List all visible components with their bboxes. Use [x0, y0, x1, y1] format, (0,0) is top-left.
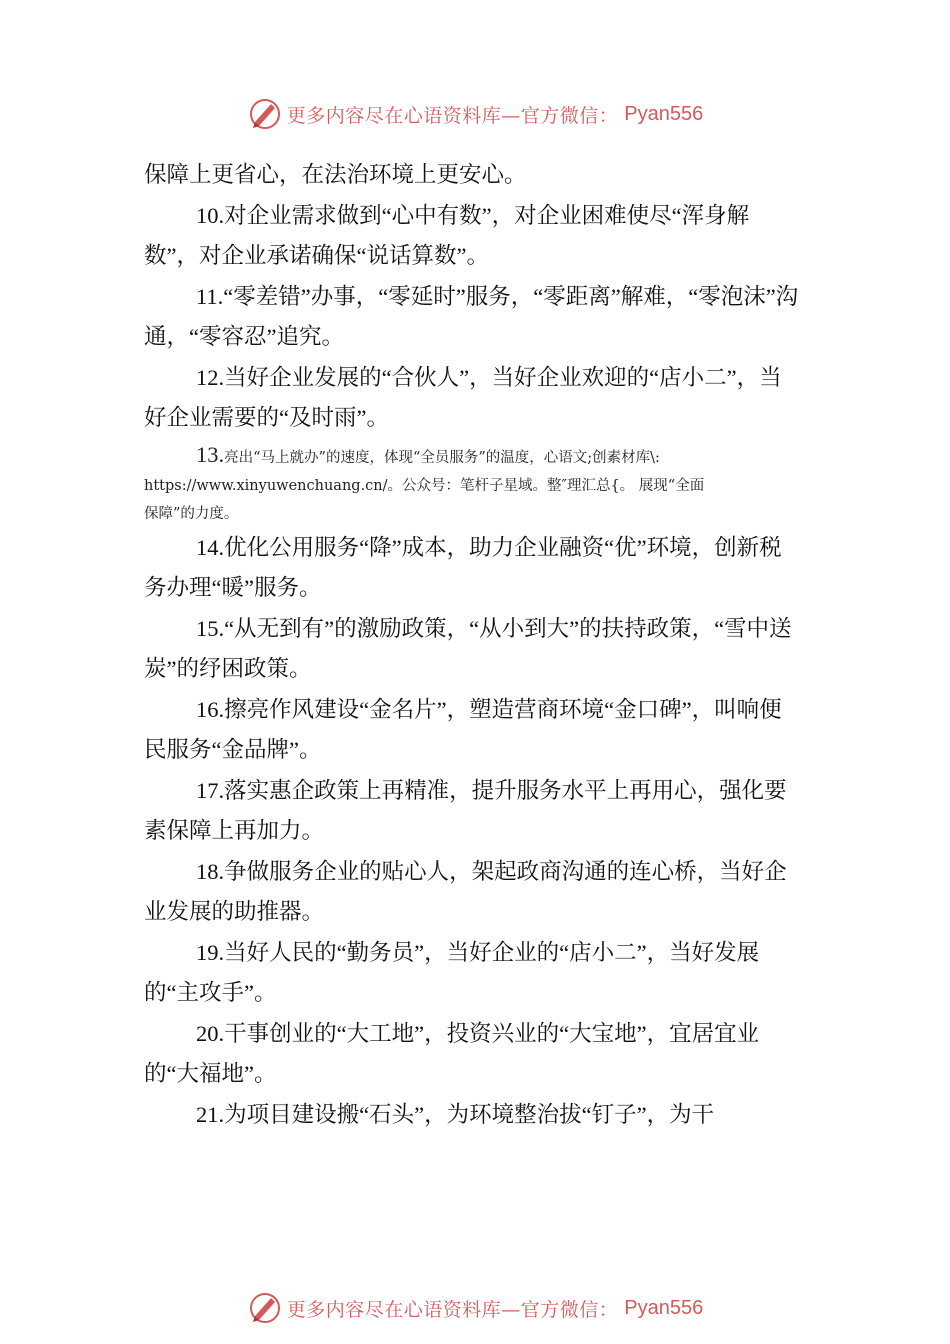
banner-wechat-id: Pyan556: [624, 1296, 704, 1319]
paragraph: 20.干事创业的“大工地”，投资兴业的“大宝地”，宜居宜业的“大福地”。: [144, 1020, 760, 1086]
paragraph: 12.当好企业发展的“合伙人”，当好企业欢迎的“店小二”，当好企业需要的“及时雨”。: [144, 364, 782, 430]
paragraph: 15.“从无到有”的激励政策，“从小到大”的扶持政策，“雪中送炭”的纾困政策。: [144, 615, 792, 681]
paragraph: 17.落实惠企政策上再精准，提升服务水平上再用心，强化要素保障上再加力。: [144, 777, 787, 843]
item-13-number: 13.: [196, 441, 225, 467]
item-13-text: 亮出“马上就办”的速度，体现“全员服务”的温度，心语文;创素材库\:: [224, 449, 660, 466]
banner-text: 更多内容尽在心语资料库—官方微信：: [286, 1298, 619, 1321]
banner-wechat-id: Pyan556: [624, 102, 704, 125]
header-banner: [0, 94, 950, 134]
document-body: [144, 155, 804, 1135]
paragraph: 18.争做服务企业的贴心人，架起政商沟通的连心桥，当好企业发展的助推器。: [144, 858, 787, 924]
paragraph: 19.当好人民的“勤务员”，当好企业的“店小二”，当好发展的“主攻手”。: [144, 939, 760, 1005]
paragraph: 保障上更省心，在法治环境上更安心。: [144, 162, 527, 187]
item-13: [144, 441, 804, 528]
item-13-line2: https://www.xinyuwenchuang.cn/。公众号：笔杆子星域。整″理汇总{。 展现“全面: [144, 477, 705, 494]
footer-banner: [0, 1288, 950, 1328]
paragraph: 21.为项目建设搬“石头”，为环境整治拔“钉子”，为干: [196, 1101, 715, 1127]
banner-text: 更多内容尽在心语资料库—官方微信：: [286, 104, 619, 127]
pen-logo-icon: [247, 1290, 283, 1326]
paragraph: 10.对企业需求做到“心中有数”，对企业困难使尽“浑身解数”，对企业承诺确保“说话算数”。: [144, 202, 750, 268]
item-13-line3: 保障”的力度。: [144, 505, 239, 522]
paragraph: 16.擦亮作风建设“金名片”，塑造营商环境“金口碑”，叫响便民服务“金品牌”。: [144, 696, 782, 762]
paragraph: 14.优化公用服务“降”成本，助力企业融资“优”环境，创新税务办理“暖”服务。: [144, 534, 782, 600]
paragraph: 11.“零差错”办事，“零延时”服务，“零距离”解难，“零泡沫”沟通，“零容忍”追究。: [144, 283, 799, 349]
pen-logo-icon: [247, 96, 283, 132]
item-13-line1: [144, 441, 804, 472]
